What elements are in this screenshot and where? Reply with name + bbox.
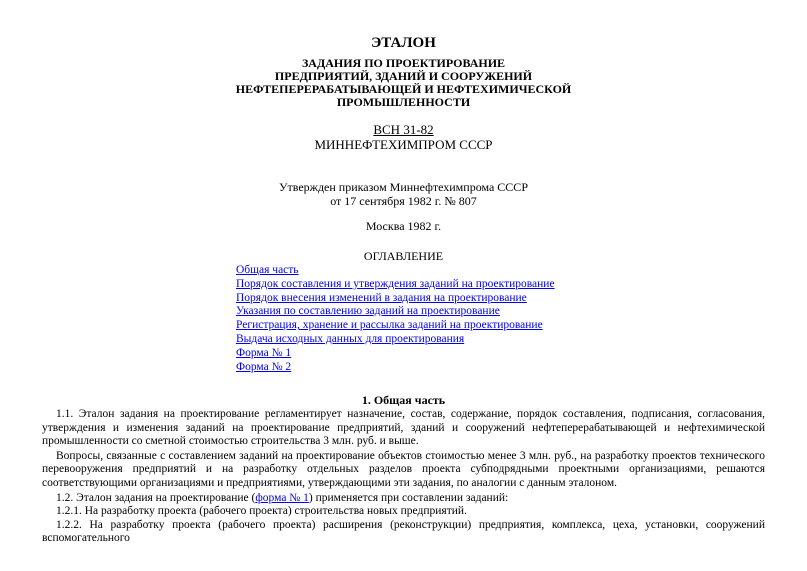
toc-link-form-1[interactable]: Форма № 1 — [236, 346, 292, 359]
document-subtitle-line-1: ЗАДАНИЯ ПО ПРОЕКТИРОВАНИЕ — [301, 56, 506, 70]
document-subtitle-line-4: ПРОМЫШЛЕННОСТИ — [336, 95, 471, 109]
document-title: ЭТАЛОН — [371, 35, 436, 51]
toc-link-source-data[interactable]: Выдача исходных данных для проектирования — [236, 332, 465, 345]
toc-title: ОГЛАВЛЕНИЕ — [363, 249, 444, 263]
document-header — [0, 35, 807, 109]
paragraph-1-2-text-after: ) применяется при составлении заданий: — [308, 491, 509, 504]
approval-line-2: от 17 сентября 1982 г. № 807 — [330, 194, 477, 208]
paragraph-1-2 — [42, 492, 765, 506]
toc-link-registration[interactable]: Регистрация, хранение и рассылка заданий на проектирование — [236, 319, 543, 332]
toc-link-general[interactable]: Общая часть — [236, 264, 299, 276]
paragraph-1-1: 1.1. Эталон задания на проектирование регламентирует назначение, состав, содержание, порядок составления, подписания, согласования, утверждения и изменения заданий на проектирование предприятий, зданий и сооружений нефтеперерабатывающей и нефтехимической промышленности со сметной стоимостью строительства 3 млн. руб. и выше. — [42, 408, 765, 448]
document-subtitle-line-2: ПРЕДПРИЯТИЙ, ЗДАНИЙ И СООРУЖЕНИЙ — [274, 69, 533, 83]
city-year: Москва 1982 г. — [365, 219, 442, 233]
toc-link-instructions[interactable]: Указания по составлению заданий на проектирование — [236, 305, 500, 318]
form-1-link[interactable]: форма № 1 — [255, 491, 309, 504]
ministry-name: МИННЕФТЕХИМПРОМ СССР — [314, 137, 493, 152]
code-block — [0, 122, 807, 152]
section-body — [42, 408, 765, 546]
table-of-contents — [236, 264, 555, 374]
section-heading: 1. Общая часть — [361, 393, 446, 407]
document-subtitle-line-3: НЕФТЕПЕРЕРАБАТЫВАЮЩЕЙ И НЕФТЕХИМИЧЕСКОЙ — [235, 82, 572, 96]
paragraph-1-1-note: Вопросы, связанные с составлением заданий на проектирование объектов стоимостью менее 3 млн. руб., на разработку проектов технического перевооружения предприятий и на разработку отдельных разделов проекта субподрядными проектными организациями, решаются соответствующими организациями и предприятиями, утверждающими эти задания, по аналогии с данным эталоном. — [42, 449, 765, 489]
paragraph-1-2-text-before: 1.2. Эталон задания на проектирование ( — [56, 491, 256, 504]
document-code: ВСН 31-82 — [373, 122, 434, 137]
approval-line-1: Утвержден приказом Миннефтехимпрома СССР — [279, 180, 528, 194]
paragraph-1-2-2: 1.2.2. На разработку проекта (рабочего проекта) расширения (реконструкции) предприятия, комплекса, цеха, установки, сооружений вспомогательного — [42, 518, 765, 545]
toc-link-amendments[interactable]: Порядок внесения изменений в задания на проектирование — [236, 291, 527, 304]
approval-note — [0, 180, 807, 208]
toc-link-form-2[interactable]: Форма № 2 — [236, 360, 292, 373]
paragraph-1-2-1: 1.2.1. На разработку проекта (рабочего проекта) строительства новых предприятий. — [56, 505, 467, 518]
toc-link-preparation-approval[interactable]: Порядок составления и утверждения заданий на проектирование — [236, 277, 555, 290]
